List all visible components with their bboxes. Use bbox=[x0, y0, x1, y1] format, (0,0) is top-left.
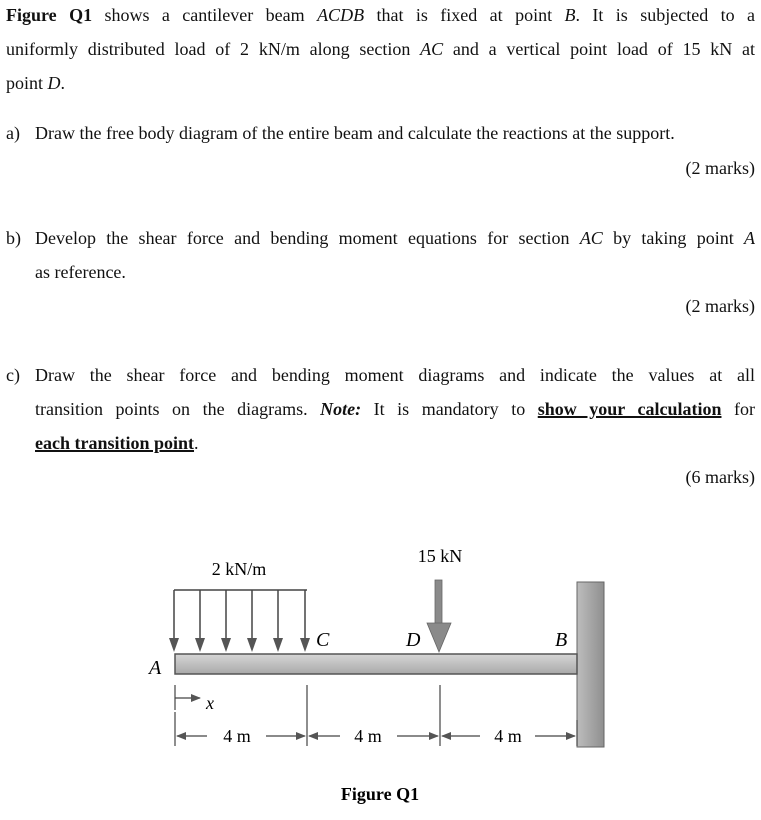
dimension-db: 4 m bbox=[494, 726, 522, 746]
udl-label: 2 kN/m bbox=[211, 559, 267, 579]
question-a-label: a) bbox=[6, 123, 20, 143]
question-b-marks: (2 marks) bbox=[685, 296, 755, 316]
fixed-wall bbox=[577, 582, 604, 747]
emphasis-show-calculation: show your calculation bbox=[537, 399, 722, 419]
beam bbox=[175, 654, 577, 674]
x-label: x bbox=[206, 693, 214, 713]
point-d-label: D bbox=[406, 629, 421, 651]
note-label: Note: bbox=[320, 399, 362, 419]
point-a-label: A bbox=[149, 657, 162, 679]
dimension-ac: 4 m bbox=[223, 726, 251, 746]
distributed-load bbox=[169, 590, 310, 652]
question-c-line-3: each transition point. bbox=[35, 433, 199, 453]
figure-reference: Figure Q1 bbox=[6, 5, 93, 25]
intro-line-3: point D. bbox=[6, 73, 66, 93]
question-a-marks: (2 marks) bbox=[685, 158, 755, 178]
question-b-line-2: as reference. bbox=[35, 262, 126, 282]
figure-caption: Figure Q1 bbox=[340, 784, 420, 804]
point-c-label: C bbox=[316, 629, 330, 651]
question-b-line-1: Develop the shear force and bending moment equations for section AC by taking point A bbox=[35, 228, 756, 248]
point-load-label: 15 kN bbox=[417, 546, 463, 566]
point-b-label: B bbox=[555, 629, 568, 651]
question-c-marks: (6 marks) bbox=[685, 467, 755, 487]
intro-paragraph bbox=[6, 0, 755, 100]
dimension-cd: 4 m bbox=[354, 726, 382, 746]
intro-line-1: Figure Q1 shows a cantilever beam ACDB that is fixed at point B. It is subjected to a bbox=[6, 5, 756, 25]
question-a-text: Draw the free body diagram of the entire beam and calculate the reactions at the support. bbox=[35, 123, 675, 143]
question-c-label: c) bbox=[6, 365, 20, 385]
point-load-arrow bbox=[427, 580, 451, 652]
intro-line-2: uniformly distributed load of 2 kN/m along section AC and a vertical point load of 15 kN at bbox=[6, 39, 755, 59]
beam-figure bbox=[0, 520, 761, 820]
question-c-line-1: Draw the shear force and bending moment diagrams and indicate the values at all bbox=[35, 365, 755, 385]
x-axis-arrow bbox=[175, 685, 200, 710]
question-c-line-2: transition points on the diagrams. Note: It is mandatory to show your calculation for bbox=[35, 399, 756, 419]
emphasis-transition-point: each transition point bbox=[35, 433, 195, 453]
question-b-label: b) bbox=[6, 228, 21, 248]
